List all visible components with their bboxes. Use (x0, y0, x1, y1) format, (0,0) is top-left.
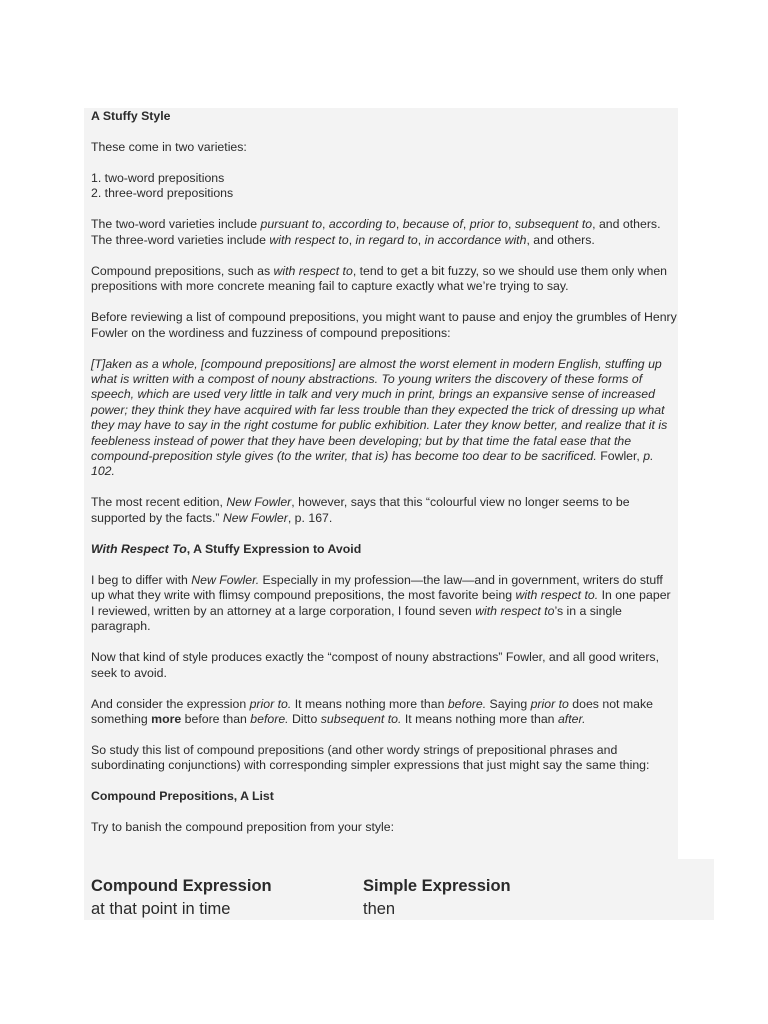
fuzzy-paragraph: Compound prepositions, such as with respect to, tend to get a bit fuzzy, so we should use them only when prepositions with more concrete meaning fail to capture exactly what we’re trying to say. (91, 263, 668, 294)
fowler-intro-paragraph: Before reviewing a list of compound prepositions, you might want to pause and enjoy the grumbles of Henry Fowler on the wordiness and fuzziness of compound prepositions: (91, 310, 677, 340)
intro-paragraph: These come in two varieties: (91, 140, 247, 154)
style-paragraph: Now that kind of style produces exactly the “compost of nouny abstractions” Fowler, and all good writers, seek to avoid. (91, 650, 659, 680)
section-title: A Stuffy Style (91, 109, 171, 123)
banish-paragraph: Try to banish the compound preposition from your style: (91, 820, 395, 835)
varieties-list (91, 171, 677, 202)
study-paragraph: So study this list of compound prepositions (and other wordy strings of prepositional phrases and subordinating conjunctions) with corresponding simpler expressions that just might say the same thing: (91, 742, 650, 773)
table-cell: then (363, 900, 396, 918)
fowler-quote: [T]aken as a whole, [compound prepositions] are almost the worst element in modern English, stuffing up what is written with a compost of nouny abstractions. To young writers the discovery of these forms of speech, which are used very little in talk and very much in print, brings an expansive sense of increased power; they think they have acquired with far less trouble than they expected the trick of dressing up what they may have to say in the right costume for public exhibition. Later they know better, and realize that it is feebleness instead of power that they have been developing; but by that time the fatal ease that the compound-preposition style gives (to the writer, that is) has become too dear to be sacrificed. Fowler, p. 102. (91, 356, 668, 479)
column-header: Compound Expression (91, 877, 272, 895)
differ-paragraph: I beg to differ with New Fowler. Especially in my profession—the law—and in government, writers do stuff up what they write with flimsy compound prepositions, the most favorite being with respect to. In one paper I reviewed, written by an attorney at a large corporation, I found seven with respect to’s in a single paragraph. (91, 572, 671, 634)
list-item: 1. two-word prepositions (91, 171, 225, 185)
column-header: Simple Expression (363, 877, 511, 895)
prior-to-paragraph: And consider the expression prior to. It means nothing more than before. Saying prior to does not make something more before than before. Ditto subsequent to. It means nothing more than after. (91, 696, 653, 726)
list-heading: Compound Prepositions, A List (91, 789, 274, 804)
document-body (91, 109, 677, 836)
table-cell: at that point in time (91, 900, 231, 918)
list-item: 2. three-word prepositions (91, 186, 234, 201)
new-fowler-paragraph: The most recent edition, New Fowler, however, says that this “colourful view no longer seems to be supported by the facts.” New Fowler, p. 167. (91, 495, 630, 525)
expressions-table (84, 859, 714, 920)
varieties-paragraph: The two-word varieties include pursuant to, according to, because of, prior to, subsequent to, and others. The three-word varieties include with respect to, in regard to, in accordance with, and others. (91, 217, 661, 247)
section-heading: With Respect To, A Stuffy Expression to Avoid (91, 541, 362, 556)
